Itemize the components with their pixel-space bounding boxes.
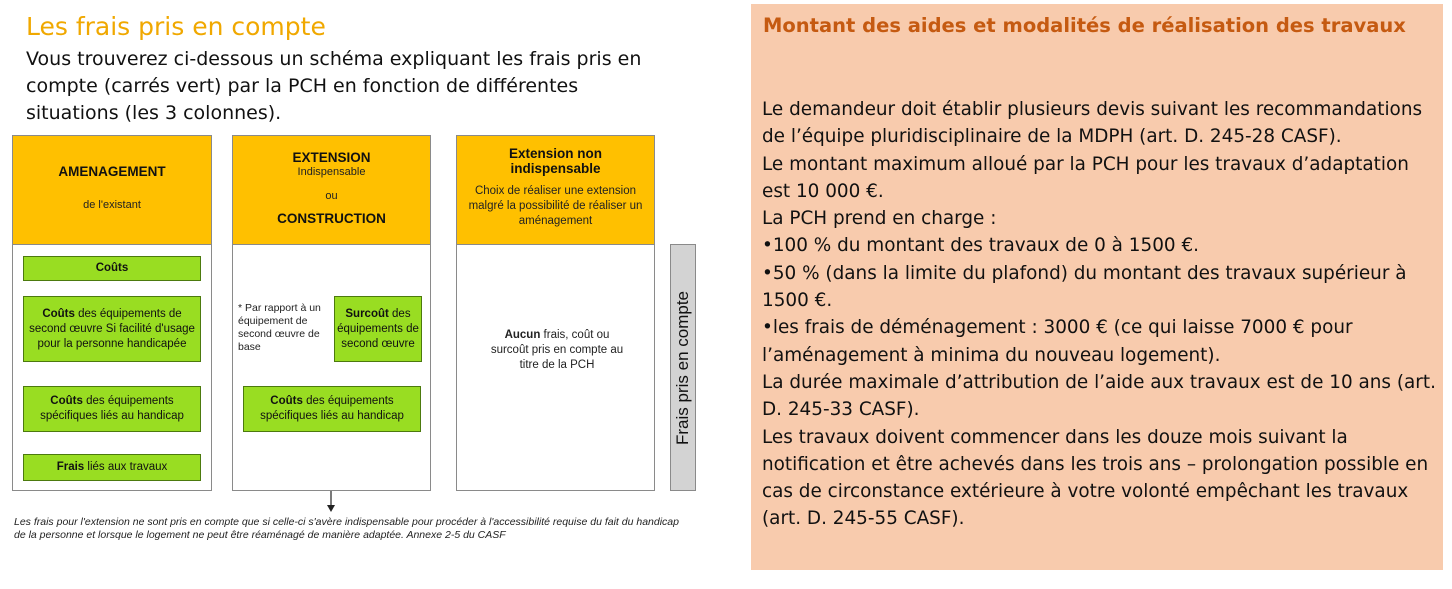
panel-title: Montant des aides et modalités de réalisation des travaux (763, 14, 1406, 37)
panel-body (762, 96, 1442, 533)
header-extension-non: Extension non indispensable (508, 146, 602, 176)
side-label: Frais pris en compte (673, 290, 692, 445)
cost-box-second-oeuvre (23, 296, 201, 362)
no-costs-text (487, 328, 627, 373)
cost-box-specifiques (23, 386, 201, 432)
column-extension-non-indispensable (456, 135, 655, 491)
box-bold: Coûts (270, 395, 303, 407)
no-costs-bold: Aucun (504, 329, 541, 341)
box-bold: Surcoût (345, 307, 389, 320)
header-construction: CONSTRUCTION (277, 211, 386, 226)
box-text: des équipements spécifiques liés au handicap (260, 395, 404, 422)
box-text: des équipements spécifiques liés au handicap (40, 395, 184, 422)
aid-amount-panel (751, 4, 1443, 570)
column-amenagement-header (13, 136, 211, 245)
no-costs-rest: frais, coût ou surcoût pris en compte au titre de la PCH (490, 329, 624, 371)
left-title: Les frais pris en compte (26, 12, 326, 41)
column-amenagement (12, 135, 212, 491)
cost-box-frais (23, 454, 201, 481)
column-extension (232, 135, 431, 491)
box-bold: Coûts (95, 262, 129, 274)
box-text: des équipements de second œuvre (337, 307, 419, 350)
paragraph: La durée maximale d’attribution de l’aide aux travaux est de 10 ans (art. D. 245-33 CASF). (762, 371, 1436, 421)
box-bold: Coûts (42, 307, 75, 320)
header-extension-sub: Indispensable (297, 166, 366, 178)
cost-box-surcout (334, 296, 422, 362)
paragraph: La PCH prend en charge : (762, 208, 997, 230)
down-arrow-icon (325, 491, 337, 513)
paragraph: •100 % du montant des travaux de 0 à 1500 €. (762, 235, 1199, 257)
paragraph: Le demandeur doit établir plusieurs devis suivant les recommandations de l’équipe pluridisciplinaire de la MDPH (art. D. 245-28 CASF). (762, 99, 1423, 148)
column-extension-header (233, 136, 430, 245)
header-extension-non-sub: Choix de réaliser une extension malgré la possibilité de réaliser un aménagement (468, 185, 643, 227)
header-ou: ou (325, 190, 338, 202)
paragraph: •les frais de déménagement : 3000 € (ce qui laisse 7000 € pour l’aménagement à minima du nouveau logement). (762, 317, 1353, 366)
paragraph: Les travaux doivent commencer dans les douze mois suivant la notification et être achevés dans les trois ans – prolongation possible en cas de circonstance extérieure à votre volonté empêchant les travaux (art. D. 245-55 CASF). (762, 426, 1429, 530)
paragraph: •50 % (dans la limite du plafond) du montant des travaux supérieur à 1500 €. (762, 262, 1407, 312)
footnote: Les frais pour l'extension ne sont pris en compte que si celle-ci s'avère indispensable pour procéder à l'accessibilité requise du fait du handicap de la personne et lorsque le logement ne peut être réaménagé de manière adaptée. Annexe 2-5 du CASF (14, 516, 679, 541)
second-oeuvre-note: * Par rapport à un équipement de second œuvre de base (238, 302, 321, 353)
column-extension-non-indispensable-header (457, 136, 654, 245)
box-text: des équipements de second œuvre Si facilité d'usage pour la personne handicapée (29, 307, 195, 350)
paragraph: Le montant maximum alloué par la PCH pour les travaux d’adaptation est 10 000 €. (762, 153, 1409, 202)
frais-pris-en-compte-bar (670, 244, 696, 491)
header-extension: EXTENSION (292, 150, 371, 165)
box-text: liés aux travaux (84, 461, 168, 473)
intro-text: Vous trouverez ci-dessous un schéma expliquant les frais pris en compte (carrés vert) par la PCH en fonction de différentes situations (les 3 colonnes). (26, 48, 642, 124)
cost-box-couts (23, 256, 201, 281)
header-amenagement-sub: de l'existant (83, 199, 141, 211)
header-amenagement: AMENAGEMENT (58, 164, 166, 179)
box-bold: Coûts (50, 395, 83, 407)
box-bold: Frais (56, 461, 85, 473)
cost-box-specifiques-2 (243, 386, 421, 432)
